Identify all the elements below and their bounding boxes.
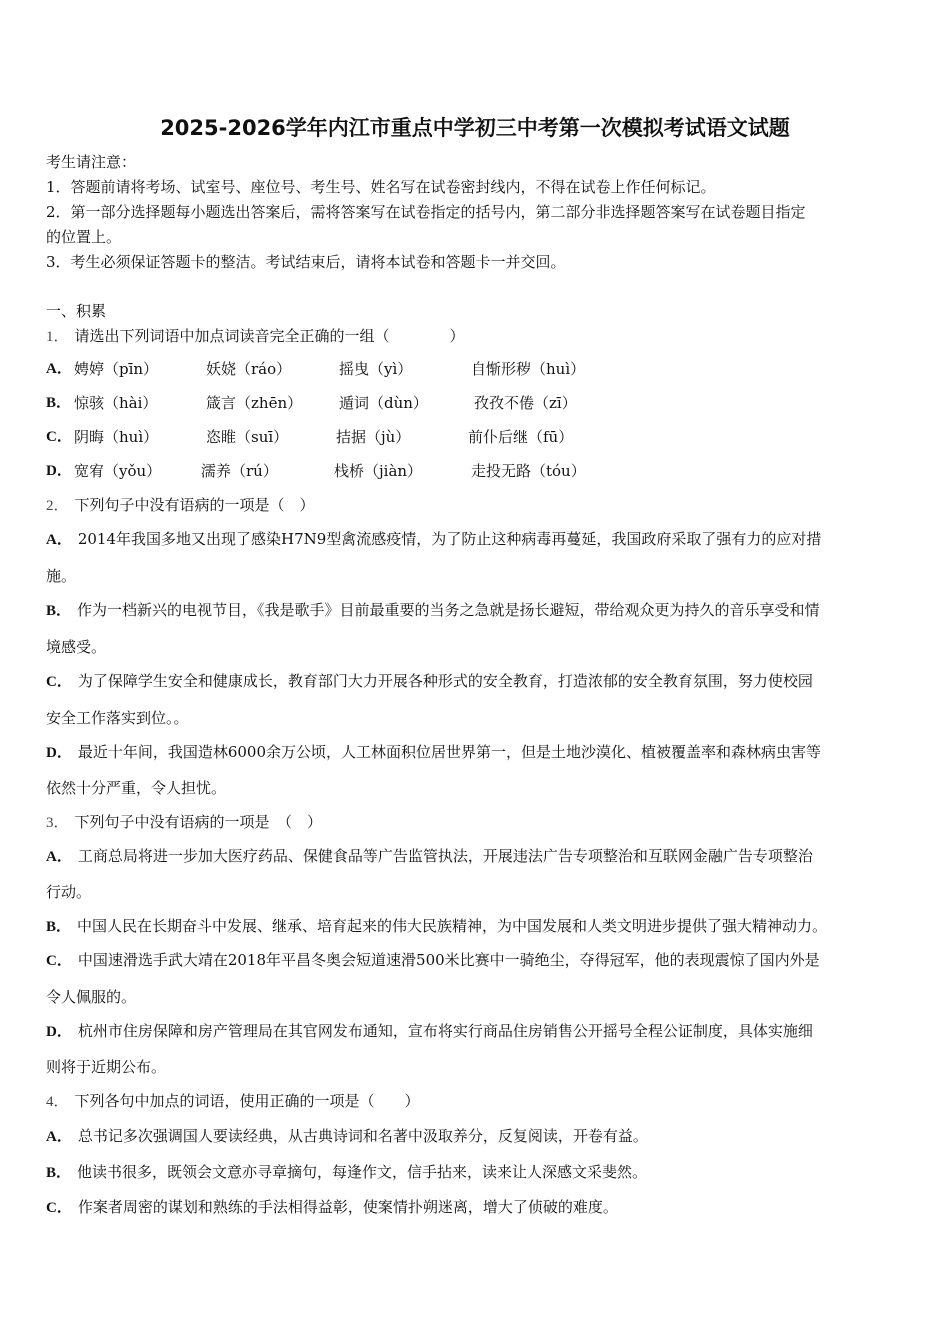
- word: 阴晦（huì）: [74, 428, 159, 446]
- q3-option-d: [46, 1021, 910, 1042]
- option-text: 总书记多次强调国人要读经典，从古典诗词和名著中汲取养分，反复阅读，开卷有益。: [77, 1127, 648, 1145]
- q2-option-d: [46, 742, 910, 763]
- q2-option-b-cont: 境感受。: [46, 638, 107, 656]
- option-letter: C．: [46, 674, 72, 690]
- word: 栈桥（jiàn）: [334, 462, 423, 480]
- q3-option-c: [46, 950, 910, 971]
- option-letter: C．: [46, 429, 72, 445]
- word: 孜孜不倦（zī）: [474, 394, 577, 412]
- q4-option-a: [46, 1126, 910, 1147]
- option-text: 中国人民在长期奋斗中发展、继承、培育起来的伟大民族精神，为中国发展和人类文明进步提供了强大精神动力。: [77, 917, 828, 935]
- q3-option-a: [46, 846, 910, 867]
- option-letter: B．: [46, 1165, 72, 1181]
- notice-item-1: 1．答题前请将考场、试室号、座位号、考生号、姓名写在试卷密封线内，不得在试卷上作任何标记。: [46, 178, 716, 196]
- option-letter: D．: [46, 1024, 72, 1040]
- word: 自惭形秽（huì）: [471, 360, 586, 378]
- option-letter: A．: [46, 532, 72, 548]
- option-letter: C．: [46, 953, 72, 969]
- option-text: 工商总局将进一步加大医疗药品、保健食品等广告监管执法，开展违法广告专项整治和互联网金融广告专项整治: [77, 847, 813, 865]
- question-stem: 下列句子中没有语病的一项是 （ ）: [74, 813, 323, 831]
- q3-option-a-cont: 行动。: [46, 883, 92, 901]
- q4-option-c: [46, 1197, 910, 1218]
- question-3: [46, 812, 910, 833]
- q2-option-a-cont: 施。: [46, 567, 77, 585]
- word: 拮据（jù）: [336, 428, 411, 446]
- q2-option-b: [46, 600, 910, 621]
- option-text: 作案者周密的谋划和熟练的手法相得益彰，使案情扑朔迷离，增大了侦破的难度。: [77, 1198, 618, 1216]
- word: 箴言（zhēn）: [206, 394, 303, 412]
- notice-heading: 考生请注意：: [46, 153, 137, 171]
- option-text: 他读书很多，既领会文意亦寻章摘句，每逢作文，信手拈来，读来让人深感文采斐然。: [77, 1163, 648, 1181]
- option-letter: A．: [46, 849, 72, 865]
- question-stem: 下列各句中加点的词语，使用正确的一项是（ ）: [74, 1092, 420, 1110]
- word: 濡养（rú）: [201, 462, 278, 480]
- option-letter: B．: [46, 603, 72, 619]
- q3-option-c-cont: 令人佩服的。: [46, 988, 137, 1006]
- question-4: [46, 1091, 910, 1112]
- question-number: 1．: [46, 329, 69, 345]
- notice-item-3: 3．考生必须保证答题卡的整洁。考试结束后，请将本试卷和答题卡一并交回。: [46, 253, 566, 271]
- q2-option-c: [46, 671, 910, 692]
- option-text: 最近十年间，我国造林6000余万公顷，人工林面积位居世界第一，但是土地沙漠化、植被覆盖率和森林病虫害等: [77, 743, 822, 761]
- word: 娉婷（pīn）: [74, 360, 159, 378]
- option-letter: D．: [46, 745, 72, 761]
- word: 惊骇（hài）: [74, 394, 158, 412]
- word: 走投无路（tóu）: [471, 462, 586, 480]
- word: 遁词（dùn）: [339, 394, 428, 412]
- word: 摇曳（yì）: [339, 360, 413, 378]
- option-text: 杭州市住房保障和房产管理局在其官网发布通知，宣布将实行商品住房销售公开摇号全程公证制度，具体实施细: [77, 1022, 813, 1040]
- option-letter: A．: [46, 1129, 72, 1145]
- question-stem: 请选出下列词语中加点词读音完全正确的一组（ ）: [74, 327, 465, 345]
- word: 妖娆（ráo）: [206, 360, 292, 378]
- notice-item-2: 2．第一部分选择题每小题选出答案后，需将答案写在试卷指定的括号内，第二部分非选择题答案写在试卷题目指定: [46, 203, 806, 221]
- q3-option-b: [46, 916, 910, 937]
- exam-title: 2025-2026学年内江市重点中学初三中考第一次模拟考试语文试题: [160, 116, 790, 140]
- q4-option-b: [46, 1162, 910, 1183]
- option-text: 作为一档新兴的电视节目，《我是歌手》目前最重要的当务之急就是扬长避短，带给观众更为持久的音乐享受和情: [77, 601, 820, 619]
- question-2: [46, 495, 910, 516]
- q2-option-c-cont: 安全工作落实到位。。: [46, 709, 189, 727]
- word: 宽宥（yǒu）: [74, 462, 162, 480]
- option-letter: B．: [46, 919, 72, 935]
- section-heading: 一、积累: [46, 302, 107, 320]
- question-number: 2．: [46, 498, 69, 514]
- option-letter: B．: [46, 395, 72, 411]
- option-text: 中国速滑选手武大靖在2018年平昌冬奥会短道速滑500米比赛中一骑绝尘，夺得冠军，他的表现震惊了国内外是: [77, 951, 820, 969]
- option-letter: C．: [46, 1200, 72, 1216]
- option-letter: A．: [46, 361, 72, 377]
- word: 恣睢（suī）: [206, 428, 289, 446]
- question-1: [46, 326, 910, 347]
- question-number: 3．: [46, 815, 69, 831]
- q3-option-d-cont: 则将于近期公布。: [46, 1058, 167, 1076]
- option-text: 为了保障学生安全和健康成长，教育部门大力开展各种形式的安全教育，打造浓郁的安全教育氛围，努力使校园: [77, 672, 813, 690]
- question-number: 4．: [46, 1094, 69, 1110]
- option-text: 2014年我国多地又出现了感染H7N9型禽流感疫情，为了防止这种病毒再蔓延，我国政府采取了强有力的应对措: [77, 530, 822, 548]
- q2-option-d-cont: 依然十分严重，令人担忧。: [46, 779, 227, 797]
- question-stem: 下列句子中没有语病的一项是（ ）: [74, 496, 315, 514]
- q2-option-a: [46, 529, 910, 550]
- word: 前仆后继（fū）: [468, 428, 574, 446]
- option-letter: D．: [46, 463, 72, 479]
- notice-item-2-cont: 的位置上。: [46, 228, 122, 246]
